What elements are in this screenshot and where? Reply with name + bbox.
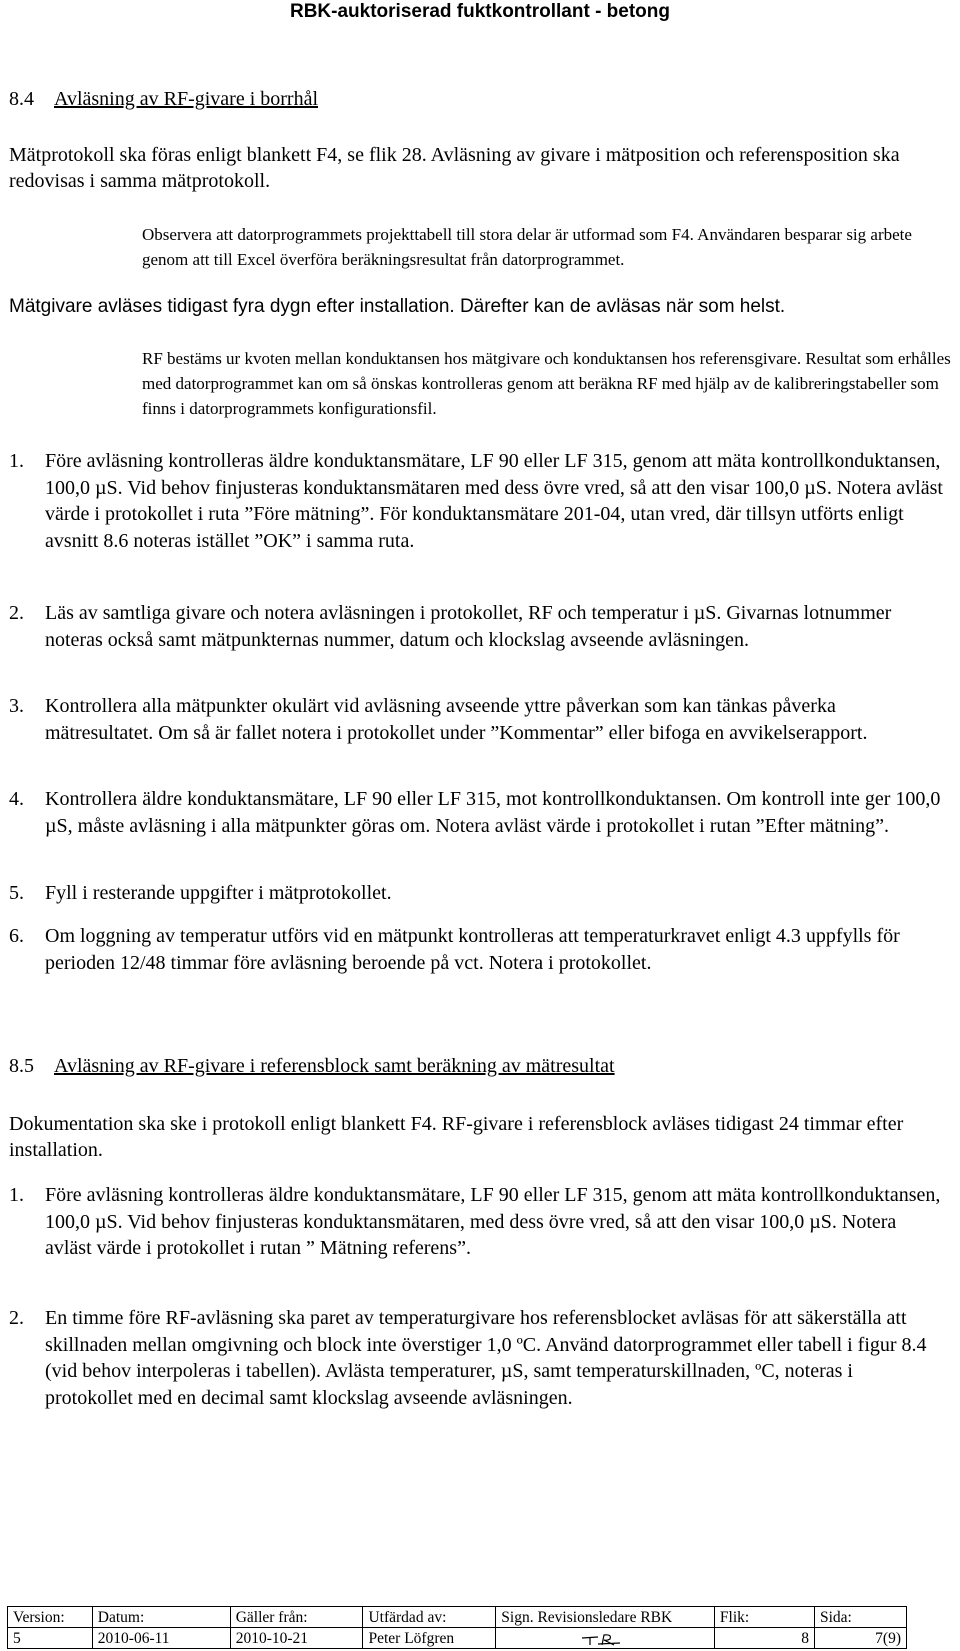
footer-header-cell: Sign. Revisionsledare RBK	[496, 1607, 715, 1628]
section-heading-8-4	[9, 86, 318, 112]
list-item-number: 1.	[9, 1184, 24, 1206]
footer-header-cell: Gäller från:	[230, 1607, 363, 1628]
list-item-text: Läs av samtliga givare och notera avläsningen i protokollet, RF och temperatur i µS. Givarnas lotnummer noteras också samt mätpunkternas nummer, datum och klockslag avseende avläsningen.	[45, 602, 892, 651]
footer-version-value: 5	[8, 1628, 93, 1649]
section-number: 8.4	[9, 88, 34, 110]
page-header-title: RBK-auktoriserad fuktkontrollant - betong	[289, 1, 670, 22]
list-item-number: 2.	[9, 1307, 24, 1329]
footer-signature-cell	[496, 1628, 715, 1649]
footer-header-cell: Version:	[8, 1607, 93, 1628]
section-title: Avläsning av RF-givare i referensblock samt beräkning av mätresultat	[54, 1055, 615, 1077]
footer-utfardad-av-value: Peter Löfgren	[363, 1628, 496, 1649]
list-item-text: Före avläsning kontrolleras äldre konduktansmätare, LF 90 eller LF 315, genom att mäta kontrollkonduktansen, 100,0 µS. Vid behov finjusteras konduktansmätaren med dess övre vred, så att den visar 100,0 µS. Notera avläst värde i protokollet i ruta ”Före mätning”. För konduktansmätare 201-04, utan vred, där tillsyn utförts enligt avsnitt 8.6 noteras istället ”OK” i samma ruta.	[45, 450, 943, 552]
list-item-number: 2.	[9, 602, 24, 624]
footer-header-cell: Utfärdad av:	[363, 1607, 496, 1628]
footer-header-cell: Datum:	[92, 1607, 230, 1628]
list-item-number: 1.	[9, 450, 24, 472]
list-item-number: 3.	[9, 695, 24, 717]
list-item-number: 5.	[9, 882, 24, 904]
paragraph: Dokumentation ska ske i protokoll enligt blankett F4. RF-givare i referensblock avläses tidigast 24 timmar efter installation.	[9, 1113, 904, 1161]
section-number: 8.5	[9, 1055, 34, 1077]
list-item-number: 4.	[9, 788, 24, 810]
footer-galler-fran-value: 2010-10-21	[230, 1628, 363, 1649]
list-item	[9, 448, 954, 583]
signature-mark	[580, 1632, 630, 1646]
footer-flik-value: 8	[714, 1628, 814, 1649]
footer-header-cell: Flik:	[714, 1607, 814, 1628]
paragraph: Mätprotokoll ska föras enligt blankett F4, se flik 28. Avläsning av givare i mätposition och referensposition ska redovisas i samma mätprotokoll.	[9, 144, 900, 192]
list-item-text: Före avläsning kontrolleras äldre konduktansmätare, LF 90 eller LF 315, genom att mäta kontrollkonduktansen, 100,0 µS. Vid behov finjusteras konduktansmätaren, med dess övre vred, så att den visar 100,0 µS. Notera avläst värde i protokollet i rutan ” Mätning referens”.	[45, 1184, 941, 1259]
section-heading-8-5	[9, 1053, 615, 1079]
footer-value-row	[8, 1628, 907, 1649]
list-item-text: Om loggning av temperatur utförs vid en mätpunkt kontrolleras att temperaturkravet enligt 4.3 uppfylls för perioden 12/48 timmar före avläsning beroende på vct. Notera i protokollet.	[45, 925, 900, 974]
paragraph: Mätgivare avläses tidigast fyra dygn efter installation. Därefter kan de avläsas när som helst.	[9, 296, 786, 317]
footer-datum-value: 2010-06-11	[92, 1628, 230, 1649]
footer-header-cell: Sida:	[815, 1607, 907, 1628]
list-item-number: 6.	[9, 925, 24, 947]
list-item-text: En timme före RF-avläsning ska paret av temperaturgivare hos referensblocket avläsas för att säkerställa att skillnaden mellan omgivning och block inte överstiger 1,0 ºC. Använd datorprogrammet eller tabell i figur 8.4 (vid behov interpoleras i tabellen). Avlästa temperaturer, µS, samt temperaturskillnaden, ºC, noteras i protokollet med en decimal samt klockslag avseende avläsningen.	[45, 1307, 927, 1409]
list-item-text: Kontrollera alla mätpunkter okulärt vid avläsning avseende yttre påverkan som kan tänkas påverka mätresultatet. Om så är fallet notera i protokollet under ”Kommentar” eller bifoga en avvikelserapport.	[45, 695, 868, 744]
list-item-text: Fyll i resterande uppgifter i mätprotokollet.	[45, 882, 392, 904]
footer-sida-value: 7(9)	[815, 1628, 907, 1649]
footer-header-row	[8, 1607, 907, 1628]
document-footer-table	[7, 1606, 907, 1649]
section-title: Avläsning av RF-givare i borrhål	[54, 88, 319, 110]
note-paragraph: Observera att datorprogrammets projekttabell till stora delar är utformad som F4. Användaren besparar sig arbete genom att till Excel överföra beräkningsresultat från datorprogrammet.	[142, 225, 912, 269]
note-paragraph: RF bestäms ur kvoten mellan konduktansen hos mätgivare och konduktansen hos referensgivare. Resultat som erhålles med datorprogrammet kan om så önskas kontrolleras genom att beräkna RF med hjälp av de kalibreringstabeller som finns i datorprogrammets konfigurationsfil.	[142, 349, 951, 418]
list-item-text: Kontrollera äldre konduktansmätare, LF 90 eller LF 315, mot kontrollkonduktansen. Om kontroll inte ger 100,0 µS, måste avläsning i alla mätpunkter göras om. Notera avläst värde i protokollet i rutan ”Efter mätning”.	[45, 788, 941, 837]
